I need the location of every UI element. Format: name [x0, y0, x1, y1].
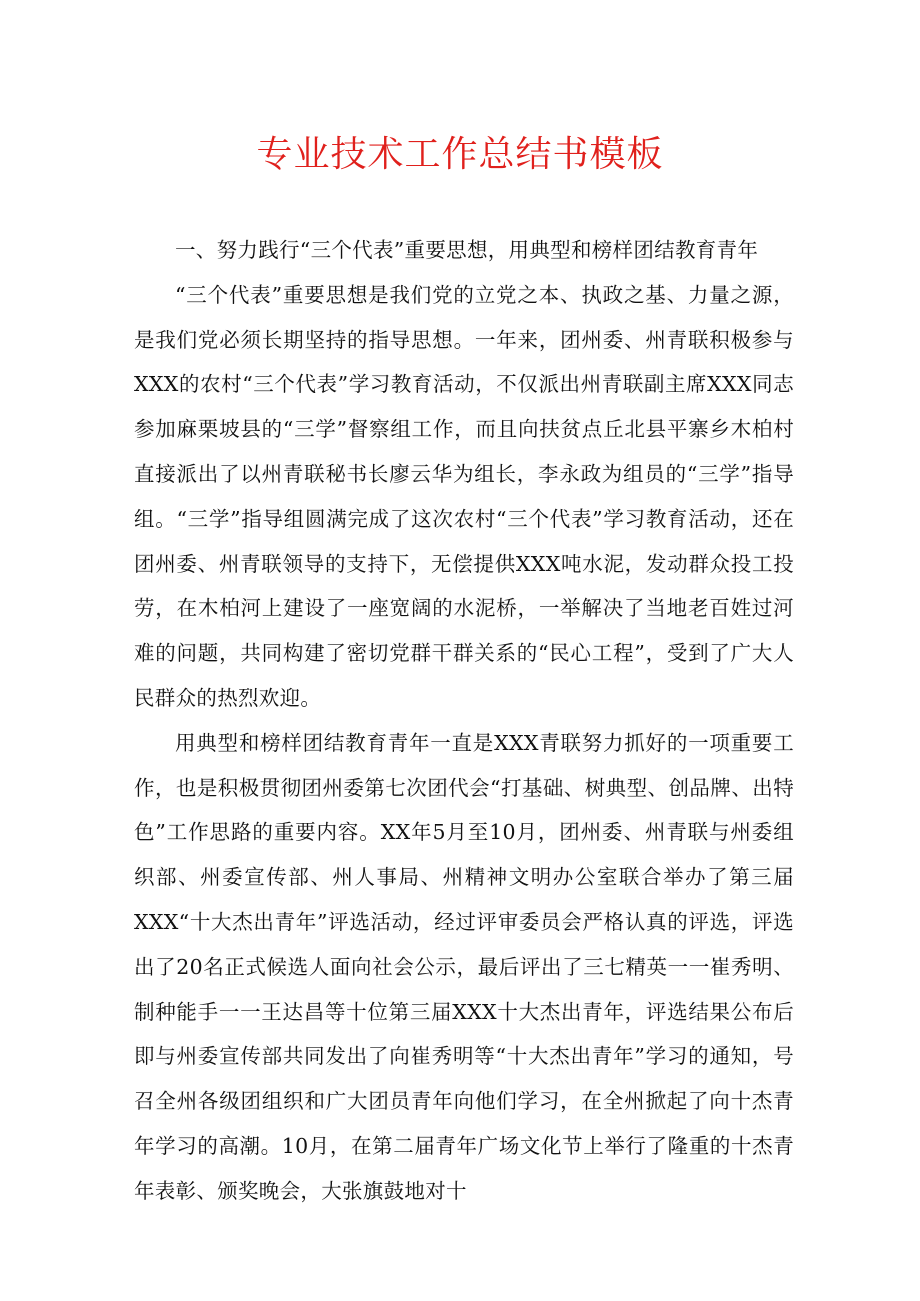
- section-heading: 一、努力践行“三个代表”重要思想，用典型和榜样团结教育青年: [175, 238, 759, 262]
- body-paragraph: 用典型和榜样团结教育青年一直是XXX青联努力抓好的一项重要工作，也是积极贯彻团州委第七次团代会“打基础、树典型、创品牌、出特色”工作思路的重要内容。XX年5月至10月，团州委、州青联与州委组织部、州委宣传部、州人事局、州精神文明办公室联合举办了第三届XXX“十大杰出青年”评选活动，经过评审委员会严格认真的评选，评选出了20名正式候选人面向社会公示，最后评出了三七精英一一崔秀明、制种能手一一王达昌等十位第三届XXX十大杰出青年，评选结果公布后即与州委宣传部共同发出了向崔秀明等“十大杰出青年”学习的通知，号召全州各级团组织和广大团员青年向他们学习，在全州掀起了向十杰青年学习的高潮。10月，在第二届青年广场文化节上举行了隆重的十杰青年表彰、颁奖晚会，大张旗鼓地对十: [134, 730, 794, 1203]
- document-body: [134, 228, 794, 1214]
- document-title: 专业技术工作总结书模板: [256, 134, 664, 175]
- body-paragraph: “三个代表”重要思想是我们党的立党之本、执政之基、力量之源，是我们党必须长期坚持的指导思想。一年来，团州委、州青联积极参与XXX的农村“三个代表”学习教育活动，不仅派出州青联副主席XXX同志参加麻栗坡县的“三学”督察组工作，而且向扶贫点丘北县平寨乡木柏村直接派出了以州青联秘书长廖云华为组长，李永政为组员的“三学”指导组。“三学”指导组圆满完成了这次农村“三个代表”学习教育活动，还在团州委、州青联领导的支持下，无偿提供XXX吨水泥，发动群众投工投劳，在木柏河上建设了一座宽阔的水泥桥，一举解决了当地老百姓过河难的问题，共同构建了密切党群干群关系的“民心工程”，受到了广大人民群众的热烈欢迎。: [134, 282, 794, 710]
